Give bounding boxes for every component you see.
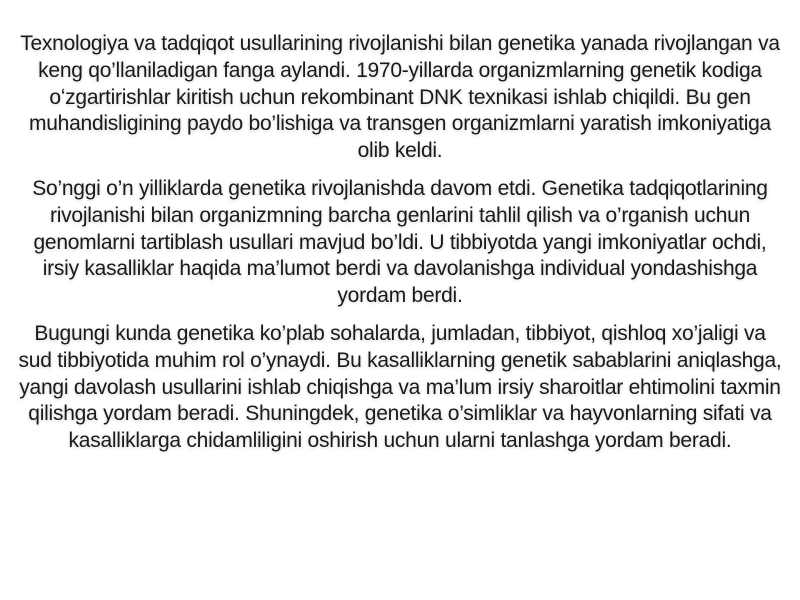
paragraph-recent-decades: So’nggi o’n yilliklarda genetika rivojlanishda davom etdi. Genetika tadqiqotlarining rivojlanishi bilan organizmning barcha genlarini tahlil qilish va o’rganish uchun genomlarni tartiblash usullari mavjud bo’ldi. U tibbiyotda yangi imkoniyatlar ochdi, irsiy kasalliklar haqida ma’lumot berdi va davolanishga individual yondashishga yordam berdi.: [32, 176, 768, 308]
paragraph-history: Texnologiya va tadqiqot usullarining rivojlanishi bilan genetika yanada rivojlangan va keng qo’llaniladigan fanga aylandi. 1970-yillarda organizmlarning genetik kodiga oʻzgartirishlar kiritish uchun rekombinant DNK texnikasi ishlab chiqildi. Bu gen muhandisligining paydo bo’lishiga va transgen organizmlarni yaratish imkoniyatiga olib keldi.: [20, 32, 780, 163]
paragraph-today: Bugungi kunda genetika ko’plab sohalarda, jumladan, tibbiyot, qishloq xo’jaligi va sud tibbiyotida muhim rol o’ynaydi. Bu kasalliklarning genetik sabablarini aniqlashga, yangi davolash usullarini ishlab chiqishga va ma’lum irsiy sharoitlar ehtimolini taxmin qilishga yordam beradi. Shuningdek, genetika o’simliklar va hayvonlarning sifati va kasalliklarga chidamliligini oshirish uchun ularni tanlashga yordam beradi.: [18, 321, 782, 453]
